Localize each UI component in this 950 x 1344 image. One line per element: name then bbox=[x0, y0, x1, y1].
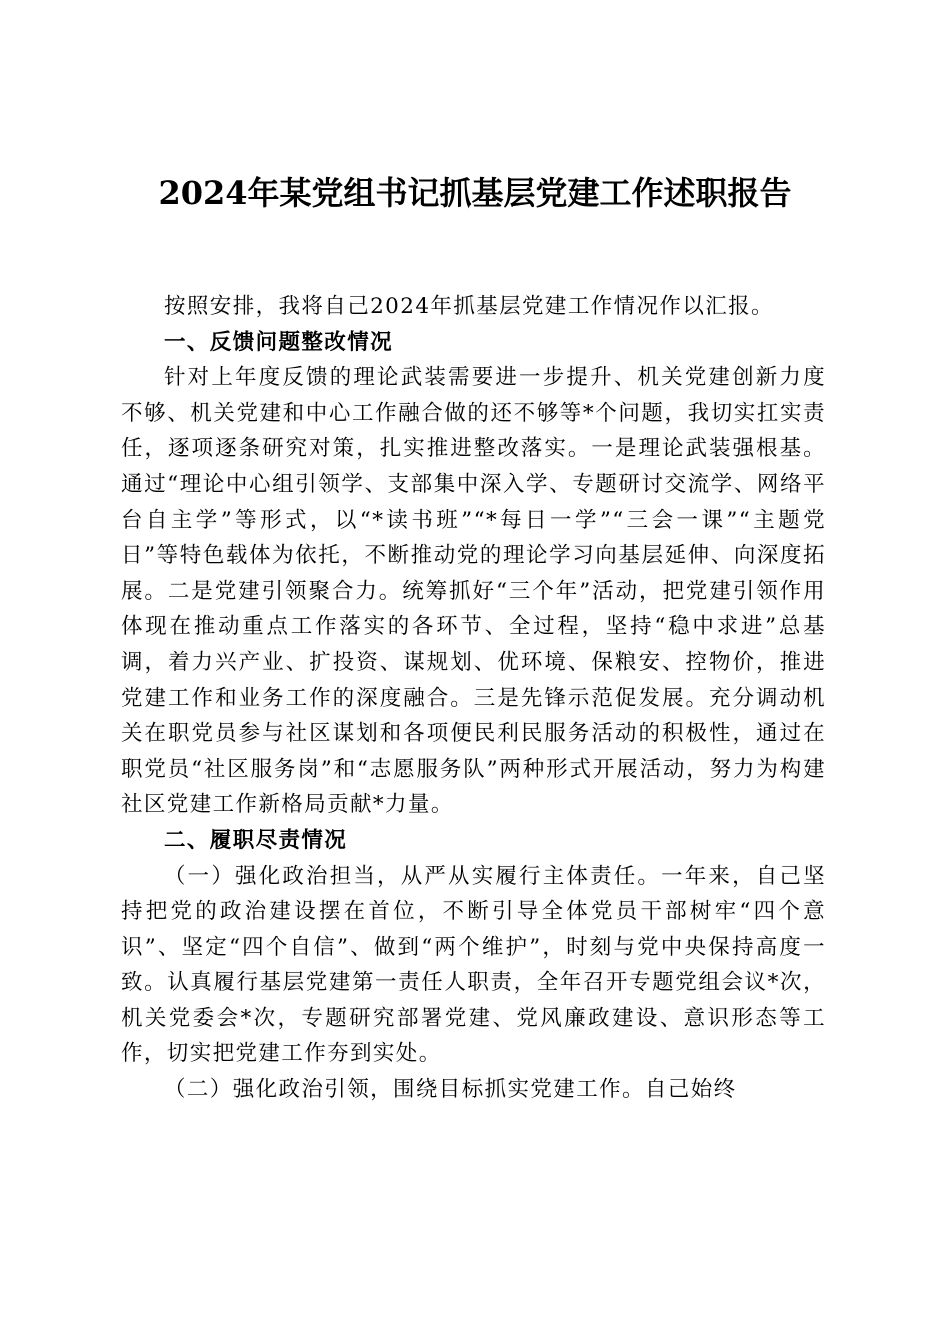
intro-paragraph: 按照安排，我将自己2024年抓基层党建工作情况作以汇报。 bbox=[164, 294, 774, 319]
section-paragraph-feedback: 针对上年度反馈的理论武装需要进一步提升、机关党建创新力度不够、机关党建和中心工作融合做的还不够等*个问题，我切实扛实责任，逐项逐条研究对策，扎实推进整改落实。一是理论武装强根基。通过“理论中心组引领学、支部集中深入学、专题研讨交流学、网络平台自主学”等形式，以“*读书班”“*每日一学”“三会一课”“主题党日”等特色载体为依托，不断推动党的理论学习向基层延伸、向深度拓展。二是党建引领聚合力。统筹抓好“三个年”活动，把党建引领作用体现在推动重点工作落实的各环节、全过程，坚持“稳中求进”总基调，着力兴产业、扩投资、谋规划、优环境、保粮安、控物价，推进党建工作和业务工作的深度融合。三是先锋示范促发展。充分调动机关在职党员参与社区谋划和各项便民利民服务活动的积极性，通过在职党员“社区服务岗”和“志愿服务队”两种形式开展活动，努力为构建社区党建工作新格局贡献*力量。 bbox=[121, 365, 826, 818]
section-paragraph-duties-2: （二）强化政治引领，围绕目标抓实党建工作。自己始终 bbox=[164, 1077, 737, 1103]
document-body bbox=[121, 289, 826, 1108]
section-paragraph-duties-1: （一）强化政治担当，从严从实履行主体责任。一年来，自己坚持把党的政治建设摆在首位，不断引导全体党员干部树牢“四个意识”、坚定“四个自信”、做到“两个维护”，时刻与党中央保持高度一致。认真履行基层党建第一责任人职责，全年召开专题党组会议*次，机关党委会*次，专题研究部署党建、党风廉政建设、意识形态等工作，切实把党建工作夯到实处。 bbox=[121, 863, 826, 1067]
section-heading-feedback: 一、反馈问题整改情况 bbox=[164, 329, 394, 355]
document-title: 2024年某党组书记抓基层党建工作述职报告 bbox=[158, 174, 792, 212]
section-heading-duties: 二、履职尽责情况 bbox=[164, 827, 348, 853]
